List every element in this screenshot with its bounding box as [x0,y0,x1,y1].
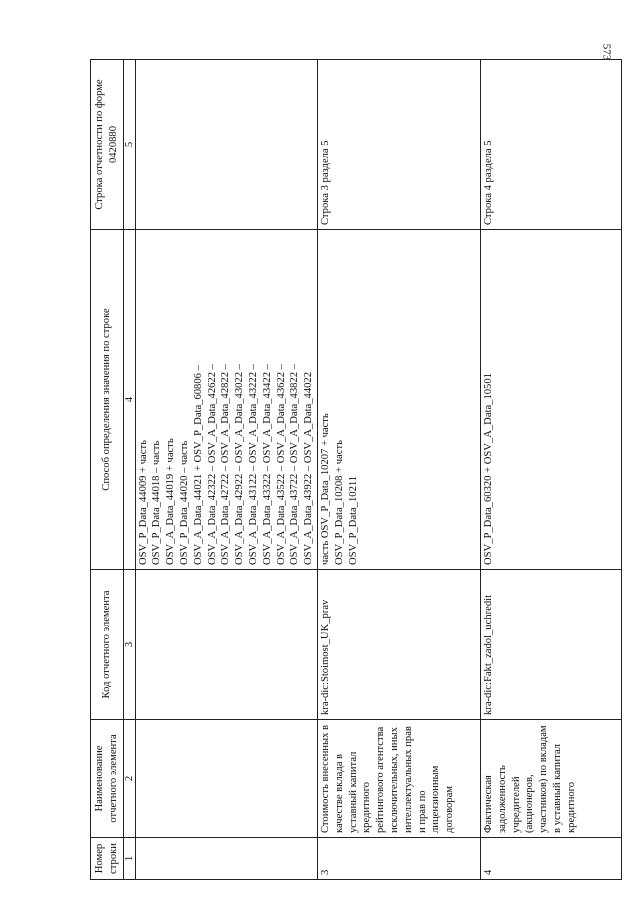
method-line: OSV_P_Data_44009 + часть [137,440,149,565]
method-line: OSV_A_Data_43522 – OSV_A_Data_43622 – [275,364,287,565]
report-line-cell: Строка 3 раздела 5 [317,60,480,230]
element-name-cell [480,720,621,838]
method-cell [317,230,480,570]
element-code-cell [135,570,317,720]
row-number-cell: 3 [317,838,480,880]
method-line: OSV_A_Data_44019 + часть [165,438,177,565]
header-row [91,60,124,880]
column-number: 1 [123,838,135,880]
column-number: 3 [123,570,135,720]
column-number-row [123,60,135,880]
method-line: OSV_P_Data_44020 – часть [178,440,190,565]
method-line: часть OSV_P_Data_10207 + часть [319,413,331,565]
header-element-code: Код отчетного элемента [91,570,124,720]
element-name-cell [317,720,480,838]
header-element-name: Наименование отчетного элемента [91,720,124,838]
column-number: 2 [123,720,135,838]
method-line: OSV_P_Data_44018 – часть [151,440,163,565]
column-number: 5 [123,60,135,230]
element-name-text: Стоимость внесенных в качестве вклада в уставный капитал кредитного рейтингового агентства исключительных, иных интеллектуальных прав и прав по лицензионным договорам [319,724,456,833]
table-row [135,60,317,880]
header-calculation-method: Способ определения значения по строке [91,230,124,570]
element-name-cell [135,720,317,838]
table-row [480,60,621,880]
method-line: OSV_A_Data_42722 – OSV_A_Data_42822 – [220,364,232,565]
method-line: OSV_P_Data_60320 + OSV_A_Data_10501 [482,373,494,565]
method-line: OSV_A_Data_43322 – OSV_A_Data_43422 – [261,364,273,565]
method-line: OSV_P_Data_10211 [347,475,359,565]
row-number-cell: 4 [480,838,621,880]
element-code-cell: kra-dic:Stoimost_UK_prav [317,570,480,720]
rotated-table-container [90,60,620,880]
column-number: 4 [123,230,135,570]
element-code-cell: kra-dic:Fakt_zadol_uchredit [480,570,621,720]
method-line: OSV_A_Data_43722 – OSV_A_Data_43822 – [289,364,301,565]
method-line: OSV_A_Data_43922 – OSV_A_Data_44022 [303,371,315,565]
method-line: OSV_A_Data_44021 + OSV_P_Data_60806 – [192,365,204,565]
method-line: OSV_A_Data_43122 – OSV_A_Data_43222 – [247,364,259,565]
report-line-cell [135,60,317,230]
row-number-cell [135,838,317,880]
method-line: OSV_A_Data_42322 – OSV_A_Data_42622 – [206,364,218,565]
method-line: OSV_P_Data_10208 + часть [333,440,345,565]
page-number: 573 [599,43,612,61]
header-row-number: Номер строки [91,838,124,880]
reporting-table [90,59,622,880]
method-cell [135,230,317,570]
header-report-line: Строка отчетности по форме 0420880 [91,60,124,230]
element-name-text: Фактическая задолженность учредителей (акционеров, участников) по вкладам в уставный капитал кредитного [482,725,577,833]
method-cell [480,230,621,570]
method-line: OSV_A_Data_42922 – OSV_A_Data_43022 – [234,364,246,565]
table-row [317,60,480,880]
report-line-cell: Строка 4 раздела 5 [480,60,621,230]
